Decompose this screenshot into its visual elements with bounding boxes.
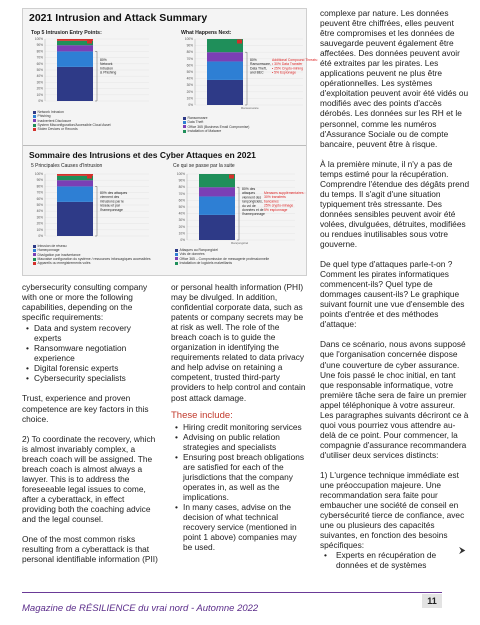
chart-block-english: [23, 9, 318, 144]
y-tick-label: 100%: [176, 172, 185, 176]
callout-text: l'hameçonnage: [242, 212, 265, 217]
left-para-4: One of the most common risks resulting from a cyberattack is that personal identifiable information (PII): [22, 534, 158, 565]
top-marker: [87, 175, 92, 179]
legend-swatch: [33, 115, 36, 118]
red-note-text: Menaces supplémentaires :: [264, 191, 306, 195]
y-tick-label: 30%: [36, 80, 43, 85]
legend-label: Intrusion de réseau: [37, 244, 67, 248]
red-note-text: • 25% Crypto-mining: [272, 66, 303, 71]
callout-text: 80%: [250, 58, 257, 62]
bar-segment: [199, 187, 235, 196]
legend-swatch: [33, 249, 36, 252]
legend-swatch: [175, 253, 178, 256]
left-para-2: Trust, experience and proven competence are key factors in this choice.: [22, 393, 149, 424]
y-tick-label: 80%: [36, 184, 43, 189]
right-para-1: complexe par nature. Les données peuvent être chiffrées, elles peuvent être compromises et les données de sauvegarde peuvent également être affectées. Des données peuvent avoir été extraites par les pirates. Les applications peuvent ne plus être opérationnelles. Les systèmes d'exploitation peuvent avoir été vidés ou modifiés avec des points d'accès dérobés. Les données sur les RH et le personnel, comme les numéros d'Assurance Sociale ou de compte bancaire, peuvent être à risque.: [320, 8, 469, 149]
legend-label: Installation of Malware: [187, 128, 222, 133]
capabilities-list: [22, 323, 160, 383]
callout-text: du vol de: [242, 203, 256, 208]
list-item: • In many cases, advise on the decision of what technical recovery service (mentioned in point 1 above) companies may be used.: [171, 502, 307, 552]
legend-label: Attaques au Rançongiciel: [179, 248, 218, 252]
red-note-text: 30% transferts: [264, 195, 286, 200]
callout-text: Data Theft,: [250, 66, 267, 71]
callout-text: l'hameçonnage: [100, 207, 123, 212]
y-tick-label: 70%: [186, 56, 193, 61]
list-item: • Experts en récupération de données et de systèmes: [320, 550, 470, 570]
right-chart-en: [181, 37, 318, 111]
legend-swatch: [175, 249, 178, 252]
y-tick-label: 60%: [36, 61, 43, 66]
y-tick-label: 80%: [186, 50, 193, 55]
right-chart-subtitle-fr: Ce qui se passe par la suite: [173, 163, 235, 169]
red-note-text: • 5% Espionage: [272, 70, 296, 75]
callout-text: intrusions par le: [100, 199, 124, 204]
legend-label: System Misconfiguration/Accessible Cloud Asset: [37, 122, 111, 127]
legend-swatch: [33, 119, 36, 122]
right-para-5: 1) L'urgence technique immédiate est une préoccupation majeure. Une recommandation sera faite pour embaucher une société de conseil en cybersécurité tierce de confiance, avec une ou plusieurs des capacités suivantes, en fonction des besoins spécifiques:: [320, 469, 465, 551]
magazine-footer: Magazine de RÉSILIENCE du vrai nord - Automne 2022: [22, 603, 259, 614]
right-para-3: De quel type d'attaques parle-t-on ? Comment les pirates informatiques commencent-ils? Quel type de dommages causent-ils? Le graphique suivant fournit une vue d'ensemble des points d'entrée et des méthodes d'attaque:: [320, 259, 465, 330]
right-para-4: Dans ce scénario, nous avons supposé que l'organisation concernée dispose d'une couverture de cyber assurance. Une fois passé le choc initial, en tant que responsable informatique, votre première tâche sera de faire un premier appel téléphonique à votre assureur. Les paragraphes suivants décriront ce à quoi vous pourriez vous attendre au-delà de ce point. Pour commencer, la compagnie d'assurance recommandera d'utiliser deux services distincts:: [320, 339, 469, 460]
left-text-column: [22, 282, 160, 574]
legend-swatch: [33, 245, 36, 248]
y-tick-label: 60%: [36, 196, 43, 201]
legend-swatch: [33, 124, 36, 127]
y-tick-label: 90%: [178, 178, 185, 183]
y-tick-label: 100%: [184, 37, 193, 41]
y-tick-label: 30%: [186, 83, 193, 88]
top-marker: [229, 175, 234, 179]
y-tick-label: 80%: [178, 185, 185, 190]
legend-swatch: [183, 117, 186, 120]
legend-item: [175, 261, 269, 265]
y-tick-label: 0%: [38, 99, 43, 103]
list-item: • Hiring credit monitoring services: [171, 422, 307, 432]
y-tick-label: 70%: [178, 191, 185, 196]
y-tick-label: 70%: [36, 190, 43, 195]
callout-text: 80% des: [242, 187, 256, 191]
red-note-text: 25% crypto-minage: [264, 203, 294, 208]
bar-segment: [57, 51, 93, 67]
middle-para-1: or personal health information (PHI) may be divulged. In addition, confidential corporate data, such as patents or company secrets may be at risk as well. The role of the breach coach is to guide the organization in identifying the requirements related to data privacy and help advise on retaining a competent, trusted third-party providers to help control and contain post attack damage.: [171, 282, 306, 403]
legend-label: Stolen Devices or Records: [37, 127, 78, 132]
list-item: • Digital forensic experts: [22, 363, 160, 373]
left-para-1: cybersecurity consulting company with one or more the following capabilities, depending on the specific requirements:: [22, 282, 148, 323]
callout-text: viennent des: [100, 195, 120, 200]
callout-text: Ransomware,: [250, 62, 271, 67]
bar-segment: [207, 61, 243, 79]
chart-block-french: [23, 145, 306, 277]
right-legend-fr: [175, 248, 269, 265]
bar-segment: [57, 186, 93, 202]
y-tick-label: 50%: [36, 203, 43, 207]
legend-swatch: [183, 125, 186, 128]
list-item: • Ensuring post breach obligations are satisfied for each of the jurisdictions that the company operates in, as well as the implications.: [171, 452, 307, 502]
legend-label: Vols de données: [179, 252, 205, 257]
bar-segment: [207, 80, 243, 105]
right-legend-en: [183, 116, 249, 133]
y-tick-label: 90%: [186, 43, 193, 48]
legend-label: Hameçonnage: [37, 248, 60, 253]
list-item: • Data and system recovery experts: [22, 323, 160, 343]
red-note-text: • 30% Data Transfer: [272, 62, 303, 67]
y-tick-label: 60%: [186, 63, 193, 68]
legend-label: Office 365 – Compromission de messagerie professionnelle: [179, 256, 270, 261]
bar-segment: [57, 202, 93, 236]
y-tick-label: 10%: [36, 227, 43, 232]
list-item: • Cybersecurity specialists: [22, 373, 160, 383]
includes-heading: These include:: [171, 409, 233, 421]
legend-swatch: [183, 121, 186, 124]
legend-swatch: [33, 258, 36, 261]
left-chart-subtitle-en: Top 5 Intrusion Entry Points:: [31, 30, 102, 36]
y-tick-label: 90%: [36, 43, 43, 48]
legend-label: Divulgation par inadvertance: [37, 252, 81, 257]
footer-divider: [22, 592, 442, 593]
legend-swatch: [183, 130, 186, 133]
legend-swatch: [33, 253, 36, 256]
right-para-2: À la première minute, il n'y a pas de temps estimé pour la récupération. Comprendre l'étendue des dégâts prend du temps. Il s'agit d'une situation typiquement très stressante. Des données sensibles peuvent avoir été volées, divulguées, détruites, modifiées ou rendues inutilisables sous votre gouverne.: [320, 158, 470, 250]
y-tick-label: 40%: [186, 76, 193, 81]
callout-text: 80%: [100, 58, 107, 62]
legend-label: Mauvaise configuration du système / ressources infonuagiques accessibles: [37, 256, 151, 261]
list-item: • Advising on public relation strategies and specialists: [171, 432, 307, 452]
bar-segment: [207, 52, 243, 61]
y-tick-label: 20%: [178, 224, 185, 229]
bar-segment: [57, 180, 93, 186]
red-note-text: 5% espionnage: [264, 207, 288, 212]
legend-label: Network Intrusion: [37, 110, 64, 114]
legend-label: Office 365 (Business Email Compromise): [187, 124, 250, 129]
y-tick-label: 0%: [38, 234, 43, 238]
bar-segment: [57, 67, 93, 101]
left-chart-fr: [31, 172, 159, 238]
bar-segment: [199, 196, 235, 214]
y-tick-label: 40%: [36, 209, 43, 214]
callout-text: and BEC: [250, 70, 264, 75]
y-tick-label: 10%: [186, 96, 193, 101]
callout-text: Intrusion: [100, 66, 114, 71]
y-tick-label: 30%: [178, 218, 185, 223]
callout-text: 80% des attaques: [100, 191, 128, 195]
legend-label: Ransomware: [187, 116, 208, 120]
y-tick-label: 20%: [186, 89, 193, 94]
y-tick-label: 100%: [34, 37, 43, 41]
legend-swatch: [33, 111, 36, 114]
legend-label: Appareils ou enregistrements volés: [37, 261, 91, 266]
y-tick-label: 20%: [36, 221, 43, 226]
list-item: • Ransomware negotiation experience: [22, 343, 160, 363]
y-tick-label: 10%: [36, 92, 43, 97]
y-tick-label: 40%: [178, 211, 185, 216]
legend-label: Data Theft: [187, 120, 204, 125]
legend-swatch: [33, 128, 36, 131]
right-chart-fr: [173, 172, 306, 245]
chart-title-en: 2021 Intrusion and Attack Summary: [29, 12, 208, 24]
left-para-3: 2) To coordinate the recovery, which is almost invariably complex, a breach coach will be assigned. The breach coach is almost always a lawyer. This is to address the foreseeable legal issues to come, after a cyberattack, in effect providing both the coaching advice and the legal counsel.: [22, 433, 156, 524]
legend-swatch: [175, 262, 178, 265]
legend-swatch: [175, 257, 178, 260]
bar-segment: [199, 215, 235, 240]
y-tick-label: 100%: [34, 172, 43, 176]
y-tick-label: 50%: [36, 68, 43, 72]
bar-segment: [57, 45, 93, 51]
right-text-column: [320, 8, 470, 570]
callout-text: viennent des: [242, 195, 262, 200]
y-tick-label: 10%: [178, 231, 185, 236]
callout-text: réseau et par: [100, 203, 120, 208]
y-tick-label: 40%: [36, 74, 43, 79]
callout-text: attaques: [242, 191, 256, 196]
y-tick-label: 90%: [36, 178, 43, 183]
callout-text: Network: [100, 62, 113, 67]
y-tick-label: 20%: [36, 86, 43, 91]
recovery-list: [320, 550, 470, 570]
y-tick-label: 0%: [188, 103, 193, 107]
legend-item: [33, 261, 151, 265]
top-marker: [237, 40, 242, 44]
middle-text-column: [171, 282, 307, 552]
x-axis-label: Rançongiciel: [231, 241, 249, 245]
legend-label: Phishing: [37, 114, 51, 119]
top-marker: [87, 40, 92, 44]
right-chart-subtitle-en: What Happens Next:: [181, 30, 232, 36]
y-tick-label: 50%: [178, 205, 185, 209]
left-chart-en: [31, 37, 159, 105]
red-note-text: Additional Compound Threats:: [272, 58, 318, 62]
left-chart-subtitle-fr: 5 Principales Causes d'Intrusion: [31, 163, 103, 169]
callout-text: données et de: [242, 208, 264, 212]
legend-item: [183, 129, 249, 133]
infographic-image: [22, 8, 318, 276]
y-tick-label: 80%: [36, 49, 43, 54]
next-page-arrow-icon: ⮞: [459, 545, 466, 555]
y-tick-label: 60%: [178, 198, 185, 203]
red-note-text: bancaires: [264, 199, 279, 204]
left-legend-fr: [33, 244, 151, 265]
legend-item: [33, 127, 111, 131]
page-number: 11: [422, 594, 442, 608]
legend-label: Inadvertent Disclosure: [37, 118, 72, 123]
breach-coach-list: [171, 422, 307, 553]
legend-swatch: [33, 262, 36, 265]
callout-text: & Phishing: [100, 70, 117, 75]
callout-text: rançongiciels,: [242, 199, 263, 204]
legend-label: Installation de logiciels malveillants: [179, 260, 233, 265]
x-axis-label: Ransomware: [241, 106, 259, 110]
chart-title-fr: Sommaire des Intrusions et des Cyber Attaques en 2021: [29, 150, 256, 160]
y-tick-label: 50%: [186, 70, 193, 74]
y-tick-label: 30%: [36, 215, 43, 220]
y-tick-label: 0%: [180, 238, 185, 242]
left-legend-en: [33, 110, 111, 131]
y-tick-label: 70%: [36, 55, 43, 60]
